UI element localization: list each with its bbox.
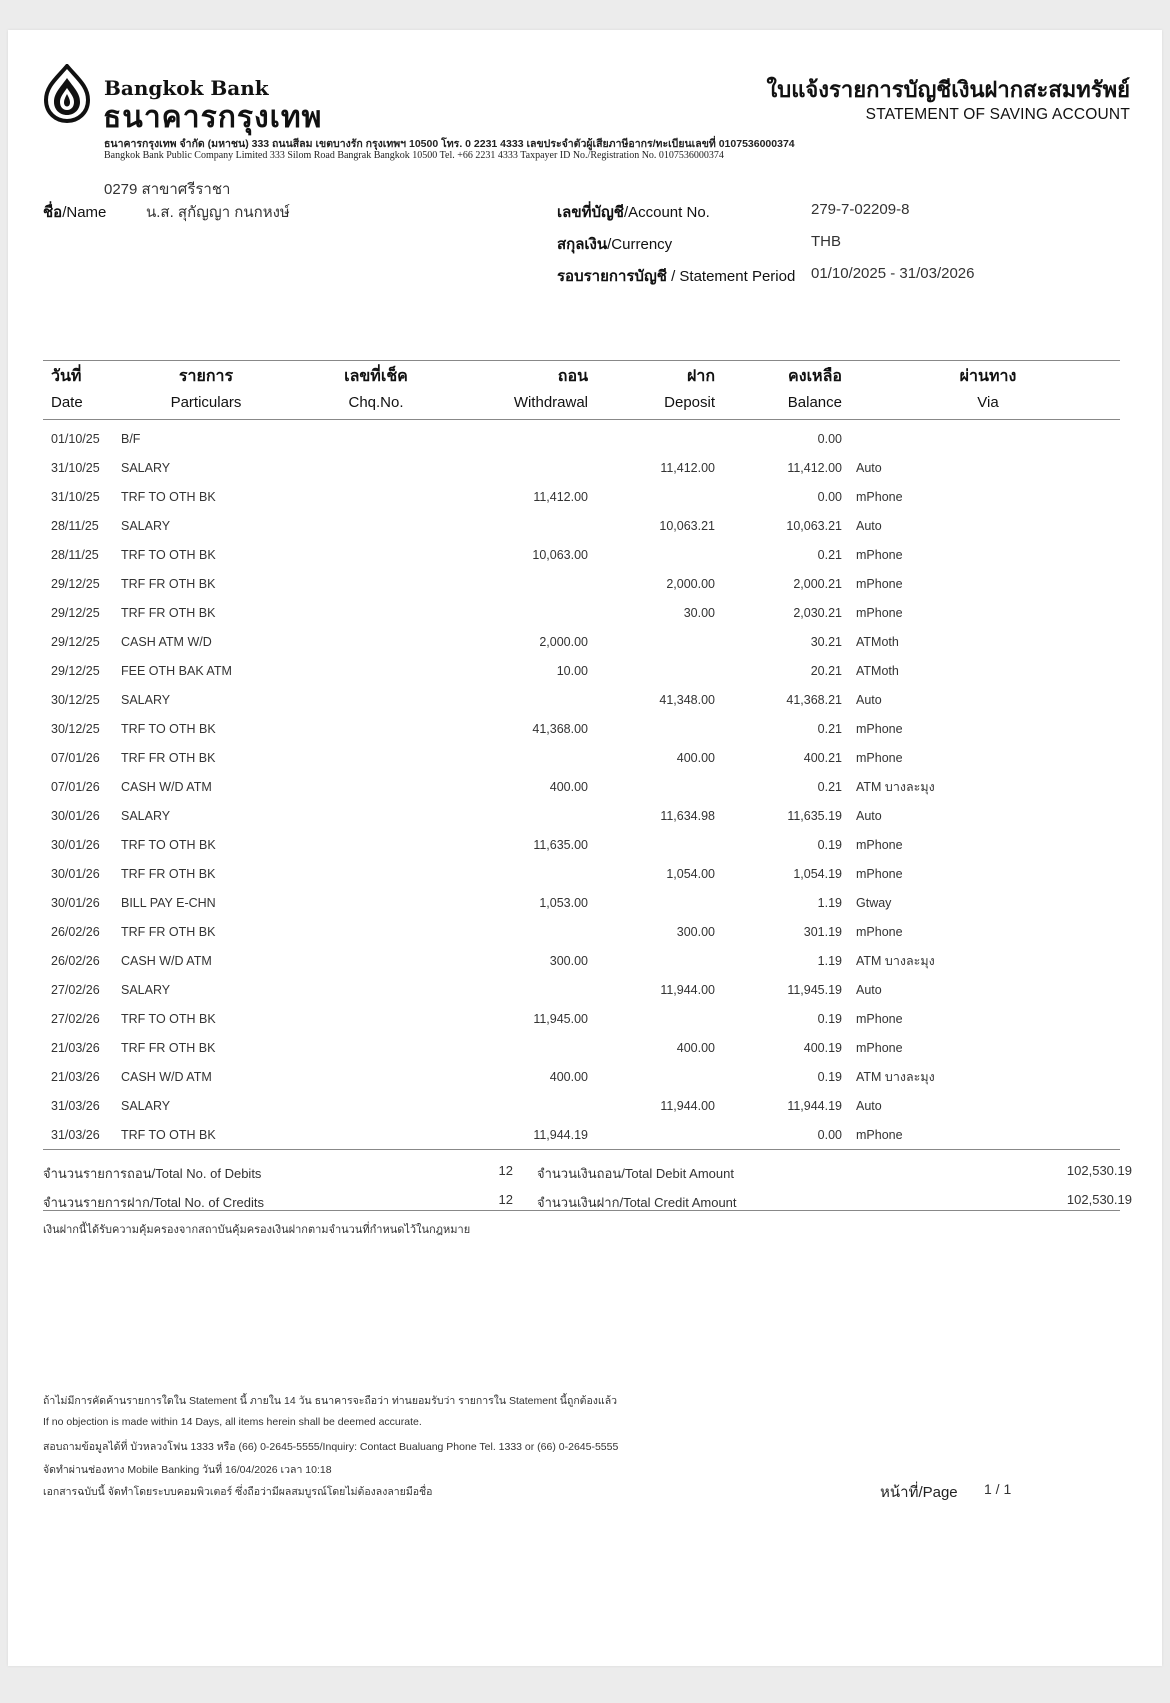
cell-cheque-no: [291, 917, 461, 946]
cell-cheque-no: [291, 1120, 461, 1149]
cell-deposit: 11,634.98: [660, 808, 715, 823]
cell-cheque-no: [291, 511, 461, 540]
cell-withdrawal: [461, 598, 588, 627]
cell-particulars: SALARY: [121, 1098, 171, 1113]
cell-particulars: SALARY: [121, 808, 171, 823]
cell-cheque-no: [291, 420, 461, 454]
doc-title-th: ใบแจ้งรายการบัญชีเงินฝากสะสมทรัพย์: [766, 77, 1130, 102]
cell-balance: 1.19: [817, 953, 842, 968]
cell-balance: 30.21: [810, 634, 842, 649]
cell-via: mPhone: [856, 1127, 903, 1142]
cell-withdrawal: [461, 453, 588, 482]
cell-withdrawal: [461, 569, 588, 598]
cell-cheque-no: [291, 801, 461, 830]
cell-deposit: [588, 656, 715, 685]
cell-deposit: 10,063.21: [659, 518, 715, 533]
cell-via: Auto: [856, 518, 882, 533]
cell-via: mPhone: [856, 924, 903, 939]
cell-particulars: CASH W/D ATM: [121, 1069, 212, 1084]
table-row: [43, 685, 1120, 714]
cell-withdrawal: 10.00: [556, 663, 588, 678]
cell-cheque-no: [291, 1004, 461, 1033]
table-row: [43, 714, 1120, 743]
cell-balance: 20.21: [810, 663, 842, 678]
header-via-en: Via: [842, 389, 1120, 420]
total-credit-amount: 102,530.19: [1066, 1192, 1132, 1207]
cell-date: 29/12/25: [51, 634, 100, 649]
cell-via: mPhone: [856, 721, 903, 736]
table-row: [43, 772, 1120, 801]
cell-balance: 0.00: [817, 489, 842, 504]
cell-cheque-no: [291, 714, 461, 743]
cell-balance: 0.21: [817, 779, 842, 794]
account-holder-name: น.ส. สุกัญญา กนกหงษ์: [146, 204, 290, 221]
table-row: [43, 946, 1120, 975]
cell-balance: 400.19: [803, 1040, 842, 1055]
table-row: [43, 1033, 1120, 1062]
cell-date: 07/01/26: [51, 750, 100, 765]
cell-date: 30/12/25: [51, 721, 100, 736]
cell-particulars: TRF TO OTH BK: [121, 1011, 216, 1026]
header-cheque-no-th: เลขที่เช็ค: [344, 368, 408, 385]
header-balance-en: Balance: [715, 389, 842, 420]
header-particulars-en: Particulars: [121, 389, 291, 420]
cell-deposit: [588, 830, 715, 859]
cell-date: 31/10/25: [51, 460, 100, 475]
cell-deposit: 41,348.00: [659, 692, 715, 707]
cell-via: Gtway: [856, 895, 892, 910]
cell-withdrawal: [461, 743, 588, 772]
cell-via: Auto: [856, 692, 882, 707]
cell-particulars: SALARY: [121, 692, 171, 707]
header-withdrawal-en: Withdrawal: [461, 389, 588, 420]
period-label: รอบรายการบัญชี / Statement Period: [557, 268, 796, 285]
cell-particulars: TRF FR OTH BK: [121, 1040, 216, 1055]
cell-cheque-no: [291, 482, 461, 511]
cell-date: 31/03/26: [51, 1127, 100, 1142]
table-row: [43, 598, 1120, 627]
cell-cheque-no: [291, 1033, 461, 1062]
cell-via: Auto: [856, 1098, 882, 1113]
cell-date: 28/11/25: [51, 518, 99, 533]
table-row: [43, 627, 1120, 656]
table-row: [43, 830, 1120, 859]
page-number: 1 / 1: [984, 1481, 1012, 1497]
cell-particulars: TRF FR OTH BK: [121, 866, 216, 881]
bank-name-th: ธนาคารกรุงเทพ: [103, 101, 323, 134]
cell-date: 21/03/26: [51, 1069, 100, 1084]
cell-particulars: BILL PAY E-CHN: [121, 895, 216, 910]
cell-deposit: 2,000.00: [666, 576, 715, 591]
cell-deposit: 11,944.00: [660, 982, 715, 997]
name-label: ชื่อ/Name: [43, 204, 107, 221]
cell-date: 30/01/26: [51, 895, 100, 910]
header-date-th: วันที่: [51, 368, 82, 385]
cell-withdrawal: 11,944.19: [533, 1127, 588, 1142]
cell-deposit: [588, 420, 715, 454]
cell-cheque-no: [291, 540, 461, 569]
cell-cheque-no: [291, 946, 461, 975]
cell-deposit: [588, 1120, 715, 1149]
table-row: [43, 1120, 1120, 1149]
cell-cheque-no: [291, 1091, 461, 1120]
cell-withdrawal: [461, 1091, 588, 1120]
table-row: [43, 569, 1120, 598]
cell-balance: 1,054.19: [793, 866, 842, 881]
cell-deposit: [588, 1062, 715, 1091]
cell-via: ATM บางละมุง: [856, 1069, 935, 1084]
total-credits-count: 12: [498, 1192, 513, 1207]
header-withdrawal-th: ถอน: [557, 368, 588, 385]
cell-deposit: 30.00: [683, 605, 715, 620]
cell-via: mPhone: [856, 866, 903, 881]
cell-balance: 11,635.19: [787, 808, 842, 823]
cell-withdrawal: 10,063.00: [532, 547, 588, 562]
cell-cheque-no: [291, 685, 461, 714]
cell-withdrawal: 11,635.00: [533, 837, 588, 852]
cell-particulars: FEE OTH BAK ATM: [121, 663, 232, 678]
cell-withdrawal: [461, 801, 588, 830]
cell-balance: 400.21: [803, 750, 842, 765]
cell-particulars: TRF FR OTH BK: [121, 605, 216, 620]
table-row: [43, 1091, 1120, 1120]
header-balance-th: คงเหลือ: [788, 368, 842, 385]
cell-date: 27/02/26: [51, 982, 100, 997]
cell-withdrawal: 41,368.00: [532, 721, 588, 736]
cell-via: ATMoth: [856, 634, 899, 649]
cell-balance: 0.00: [817, 1127, 842, 1142]
cell-date: 21/03/26: [51, 1040, 100, 1055]
cell-withdrawal: [461, 511, 588, 540]
deposit-protection-note: เงินฝากนี้ได้รับความคุ้มครองจากสถาบันคุ้มครองเงินฝากตามจำนวนที่กำหนดไว้ในกฎหมาย: [43, 1224, 471, 1236]
cell-withdrawal: [461, 917, 588, 946]
cell-cheque-no: [291, 772, 461, 801]
bank-name-en: Bangkok Bank: [104, 76, 269, 100]
cell-withdrawal: 400.00: [549, 1069, 588, 1084]
cell-via: Auto: [856, 460, 882, 475]
total-debits-label: จำนวนรายการถอน/Total No. of Debits: [43, 1166, 262, 1181]
cell-balance: 41,368.21: [786, 692, 842, 707]
table-row: [43, 859, 1120, 888]
cell-date: 31/10/25: [51, 489, 100, 504]
cell-deposit: [588, 627, 715, 656]
cell-cheque-no: [291, 743, 461, 772]
transactions-table: [43, 361, 1120, 1149]
header-via-th: ผ่านทาง: [959, 368, 1017, 385]
cell-cheque-no: [291, 830, 461, 859]
bangkok-bank-logo-icon: [43, 64, 91, 124]
table-row: [43, 917, 1120, 946]
cell-balance: 0.19: [817, 1069, 842, 1084]
cell-withdrawal: [461, 685, 588, 714]
cell-balance: 0.19: [817, 1011, 842, 1026]
cell-via: mPhone: [856, 489, 903, 504]
cell-via: ATM บางละมุง: [856, 953, 935, 968]
cell-deposit: 300.00: [676, 924, 715, 939]
table-row: [43, 743, 1120, 772]
cell-via: ATMoth: [856, 663, 899, 678]
cell-cheque-no: [291, 859, 461, 888]
table-row: [43, 1004, 1120, 1033]
cell-withdrawal: [461, 1033, 588, 1062]
cell-balance: 1.19: [817, 895, 842, 910]
bank-address-en: Bangkok Bank Public Company Limited 333 Silom Road Bangrak Bangkok 10500 Tel. +66 2231 4333 Taxpayer ID No./Registration No. 0107536000374: [104, 150, 724, 161]
statement-period: 01/10/2025 - 31/03/2026: [811, 265, 975, 282]
cell-particulars: CASH W/D ATM: [121, 779, 212, 794]
cell-date: 30/01/26: [51, 866, 100, 881]
cell-balance: 301.19: [803, 924, 842, 939]
summary-rule: [43, 1210, 1120, 1211]
cell-cheque-no: [291, 598, 461, 627]
cell-cheque-no: [291, 569, 461, 598]
total-debit-amount: 102,530.19: [1066, 1163, 1132, 1178]
cell-balance: 2,000.21: [793, 576, 842, 591]
cell-deposit: 400.00: [676, 750, 715, 765]
cell-particulars: SALARY: [121, 518, 171, 533]
cell-date: 29/12/25: [51, 605, 100, 620]
cell-withdrawal: 11,945.00: [533, 1011, 588, 1026]
footer-line-5: เอกสารฉบับนี้ จัดทำโดยระบบคอมพิวเตอร์ ซึ่งถือว่ามีผลสมบูรณ์โดยไม่ต้องลงลายมือชื่อ: [43, 1486, 433, 1498]
total-debit-amount-label: จำนวนเงินถอน/Total Debit Amount: [537, 1166, 734, 1181]
cell-via: mPhone: [856, 1011, 903, 1026]
page-label: หน้าที่/Page: [880, 1484, 958, 1501]
table-row: [43, 540, 1120, 569]
cell-balance: 11,945.19: [787, 982, 842, 997]
cell-date: 27/02/26: [51, 1011, 100, 1026]
total-debits-count: 12: [498, 1163, 513, 1178]
header-deposit-th: ฝาก: [686, 368, 715, 385]
cell-deposit: [588, 540, 715, 569]
cell-via: Auto: [856, 982, 882, 997]
cell-deposit: [588, 946, 715, 975]
cell-withdrawal: [461, 859, 588, 888]
cell-via: mPhone: [856, 750, 903, 765]
cell-balance: 0.00: [817, 431, 842, 446]
cell-particulars: TRF FR OTH BK: [121, 750, 216, 765]
cell-deposit: 11,412.00: [660, 460, 715, 475]
cell-withdrawal: [461, 420, 588, 454]
cell-particulars: CASH W/D ATM: [121, 953, 212, 968]
table-row: [43, 975, 1120, 1004]
cell-cheque-no: [291, 656, 461, 685]
cell-particulars: TRF FR OTH BK: [121, 576, 216, 591]
cell-date: 01/10/25: [51, 431, 100, 446]
cell-balance: 2,030.21: [793, 605, 842, 620]
cell-date: 29/12/25: [51, 663, 100, 678]
header-date-en: Date: [43, 389, 121, 420]
table-row: [43, 656, 1120, 685]
cell-cheque-no: [291, 1062, 461, 1091]
cell-date: 30/01/26: [51, 837, 100, 852]
table-row: [43, 453, 1120, 482]
footer-line-2: If no objection is made within 14 Days, all items herein shall be deemed accurate.: [43, 1416, 422, 1428]
cell-particulars: CASH ATM W/D: [121, 634, 212, 649]
cell-date: 30/01/26: [51, 808, 100, 823]
cell-particulars: TRF TO OTH BK: [121, 547, 216, 562]
bank-address-th: ธนาคารกรุงเทพ จำกัด (มหาชน) 333 ถนนสีลม เขตบางรัก กรุงเทพฯ 10500 โทร. 0 2231 4333 เลขประจำตัวผู้เสียภาษีอากร/ทะเบียนเลขที่ 0107536000374: [104, 138, 795, 150]
total-credits-label: จำนวนรายการฝาก/Total No. of Credits: [43, 1195, 264, 1210]
cell-date: 31/03/26: [51, 1098, 100, 1113]
cell-withdrawal: 1,053.00: [539, 895, 588, 910]
cell-deposit: [588, 888, 715, 917]
cell-via: [842, 420, 1120, 454]
cell-balance: 0.19: [817, 837, 842, 852]
header-deposit-en: Deposit: [588, 389, 715, 420]
account-no-label: เลขที่บัญชี/Account No.: [557, 204, 710, 221]
cell-particulars: TRF TO OTH BK: [121, 489, 216, 504]
cell-balance: 11,944.19: [787, 1098, 842, 1113]
cell-particulars: TRF TO OTH BK: [121, 1127, 216, 1142]
doc-title-en: STATEMENT OF SAVING ACCOUNT: [865, 106, 1130, 123]
cell-deposit: [588, 772, 715, 801]
header-particulars-th: รายการ: [178, 368, 234, 385]
cell-particulars: B/F: [121, 431, 141, 446]
cell-via: ATM บางละมุง: [856, 779, 935, 794]
cell-date: 29/12/25: [51, 576, 100, 591]
cell-deposit: 11,944.00: [660, 1098, 715, 1113]
cell-date: 28/11/25: [51, 547, 99, 562]
cell-particulars: SALARY: [121, 460, 171, 475]
cell-balance: 11,412.00: [787, 460, 842, 475]
cell-withdrawal: [461, 975, 588, 1004]
cell-date: 26/02/26: [51, 953, 100, 968]
table-row: [43, 511, 1120, 540]
cell-date: 07/01/26: [51, 779, 100, 794]
cell-date: 26/02/26: [51, 924, 100, 939]
cell-via: mPhone: [856, 547, 903, 562]
total-credit-amount-label: จำนวนเงินฝาก/Total Credit Amount: [537, 1195, 737, 1210]
cell-cheque-no: [291, 975, 461, 1004]
table-row: [43, 482, 1120, 511]
cell-via: mPhone: [856, 605, 903, 620]
table-row: [43, 1062, 1120, 1091]
cell-balance: 0.21: [817, 721, 842, 736]
cell-deposit: 400.00: [676, 1040, 715, 1055]
cell-particulars: TRF TO OTH BK: [121, 721, 216, 736]
cell-date: 30/12/25: [51, 692, 100, 707]
cell-balance: 10,063.21: [786, 518, 842, 533]
cell-deposit: [588, 1004, 715, 1033]
cell-via: mPhone: [856, 576, 903, 591]
cell-withdrawal: 2,000.00: [539, 634, 588, 649]
cell-via: mPhone: [856, 1040, 903, 1055]
cell-withdrawal: 300.00: [549, 953, 588, 968]
branch: 0279 สาขาศรีราชา: [104, 181, 231, 198]
footer-line-4: จัดทำผ่านช่องทาง Mobile Banking วันที่ 16/04/2026 เวลา 10:18: [43, 1464, 332, 1476]
currency-label: สกุลเงิน/Currency: [557, 236, 673, 253]
table-row: [43, 888, 1120, 917]
cell-withdrawal: 11,412.00: [533, 489, 588, 504]
cell-particulars: TRF TO OTH BK: [121, 837, 216, 852]
cell-particulars: TRF FR OTH BK: [121, 924, 216, 939]
table-row: [43, 420, 1120, 454]
footer-line-3: สอบถามข้อมูลได้ที่ บัวหลวงโฟน 1333 หรือ (66) 0-2645-5555/Inquiry: Contact Bualuang Phone Tel. 1333 or (66) 0-2645-5555: [43, 1441, 619, 1453]
cell-via: Auto: [856, 808, 882, 823]
account-no: 279-7-02209-8: [811, 201, 910, 218]
table-bottom-rule: [43, 1149, 1120, 1150]
cell-cheque-no: [291, 627, 461, 656]
cell-balance: 0.21: [817, 547, 842, 562]
cell-particulars: SALARY: [121, 982, 171, 997]
currency: THB: [811, 233, 841, 250]
cell-withdrawal: 400.00: [549, 779, 588, 794]
table-row: [43, 801, 1120, 830]
cell-deposit: [588, 714, 715, 743]
cell-cheque-no: [291, 453, 461, 482]
cell-deposit: 1,054.00: [666, 866, 715, 881]
cell-via: mPhone: [856, 837, 903, 852]
cell-cheque-no: [291, 888, 461, 917]
statement-page: [8, 30, 1162, 1666]
header-cheque-no-en: Chq.No.: [291, 389, 461, 420]
footer-line-1: ถ้าไม่มีการคัดค้านรายการใดใน Statement นี้ ภายใน 14 วัน ธนาคารจะถือว่า ท่านยอมรับว่า รายการใน Statement นี้ถูกต้องแล้ว: [43, 1395, 618, 1407]
cell-deposit: [588, 482, 715, 511]
